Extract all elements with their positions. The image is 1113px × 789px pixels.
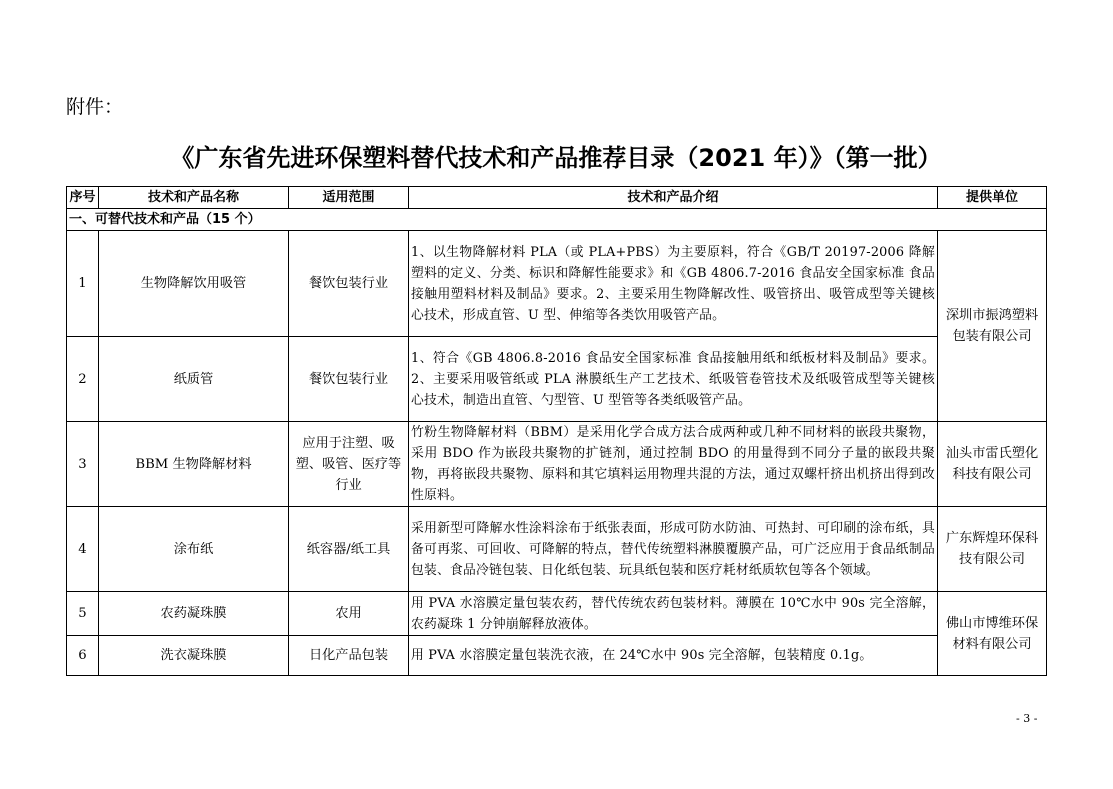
cell-scope: 农用 [289, 592, 409, 636]
cell-scope: 应用于注塑、吸塑、吸管、医疗等行业 [289, 422, 409, 507]
cell-intro: 用 PVA 水溶膜定量包装洗衣液，在 24℃水中 90s 完全溶解，包装精度 0.1g。 [409, 636, 938, 676]
section-title: 一、可替代技术和产品（15 个） [67, 209, 1047, 231]
attachment-label: 附件： [66, 96, 124, 118]
recommendation-table [66, 186, 1047, 676]
cell-name: 农药凝珠膜 [99, 592, 289, 636]
cell-name: BBM 生物降解材料 [99, 422, 289, 507]
cell-no: 2 [67, 337, 99, 422]
cell-intro: 1、符合《GB 4806.8-2016 食品安全国家标准 食品接触用纸和纸板材料及制品》要求。2、主要采用吸管纸或 PLA 淋膜纸生产工艺技术、纸吸管卷管技术及纸吸管成型等关键核心技术，制造出直管、勺型管、U 型管等各类纸吸管产品。 [409, 337, 938, 422]
cell-intro: 1、以生物降解材料 PLA（或 PLA+PBS）为主要原料，符合《GB/T 20197-2006 降解塑料的定义、分类、标识和降解性能要求》和《GB 4806.7-2016 食品安全国家标准 食品接触用塑料材料及制品》要求。2、主要采用生物降解改性、吸管挤出、吸管成型等关键核心技术，形成直管、U 型、伸缩等各类饮用吸管产品。 [409, 231, 938, 337]
table-row [67, 592, 1047, 636]
cell-no: 4 [67, 507, 99, 592]
header-provider: 提供单位 [938, 187, 1047, 209]
table-row [67, 507, 1047, 592]
cell-no: 5 [67, 592, 99, 636]
cell-provider: 深圳市振鸿塑料包装有限公司 [938, 231, 1047, 422]
table-row [67, 231, 1047, 337]
cell-scope: 餐饮包装行业 [289, 337, 409, 422]
header-intro: 技术和产品介绍 [409, 187, 938, 209]
cell-provider: 汕头市雷氏塑化科技有限公司 [938, 422, 1047, 507]
cell-scope: 纸容器/纸工具 [289, 507, 409, 592]
page-number: - 3 - [1016, 712, 1038, 725]
cell-name: 洗衣凝珠膜 [99, 636, 289, 676]
cell-scope: 日化产品包装 [289, 636, 409, 676]
table-row [67, 337, 1047, 422]
table-header-row [67, 187, 1047, 209]
header-no: 序号 [67, 187, 99, 209]
cell-intro: 用 PVA 水溶膜定量包装农药，替代传统农药包装材料。薄膜在 10℃水中 90s 完全溶解，农药凝珠 1 分钟崩解释放液体。 [409, 592, 938, 636]
table-row [67, 422, 1047, 507]
cell-provider: 佛山市博维环保材料有限公司 [938, 592, 1047, 676]
cell-name: 生物降解饮用吸管 [99, 231, 289, 337]
cell-provider: 广东辉煌环保科技有限公司 [938, 507, 1047, 592]
header-name: 技术和产品名称 [99, 187, 289, 209]
table-row [67, 636, 1047, 676]
cell-scope: 餐饮包装行业 [289, 231, 409, 337]
cell-no: 1 [67, 231, 99, 337]
cell-no: 6 [67, 636, 99, 676]
cell-no: 3 [67, 422, 99, 507]
header-scope: 适用范围 [289, 187, 409, 209]
cell-name: 涂布纸 [99, 507, 289, 592]
cell-intro: 竹粉生物降解材料（BBM）是采用化学合成方法合成两种或几种不同材料的嵌段共聚物，采用 BDO 作为嵌段共聚物的扩链剂，通过控制 BDO 的用量得到不同分子量的嵌段共聚物，再将嵌段共聚物、原料和其它填料运用物理共混的方法，通过双螺杆挤出机挤出得到改性原料。 [409, 422, 938, 507]
document-title: 《广东省先进环保塑料替代技术和产品推荐目录（2021 年）》（第一批） [170, 144, 942, 172]
cell-name: 纸质管 [99, 337, 289, 422]
section-row [67, 209, 1047, 231]
cell-intro: 采用新型可降解水性涂料涂布于纸张表面，形成可防水防油、可热封、可印刷的涂布纸，具备可再浆、可回收、可降解的特点，替代传统塑料淋膜覆膜产品，可广泛应用于食品纸制品包装、食品冷链包装、日化纸包装、玩具纸包装和医疗耗材纸质软包等各个领域。 [409, 507, 938, 592]
